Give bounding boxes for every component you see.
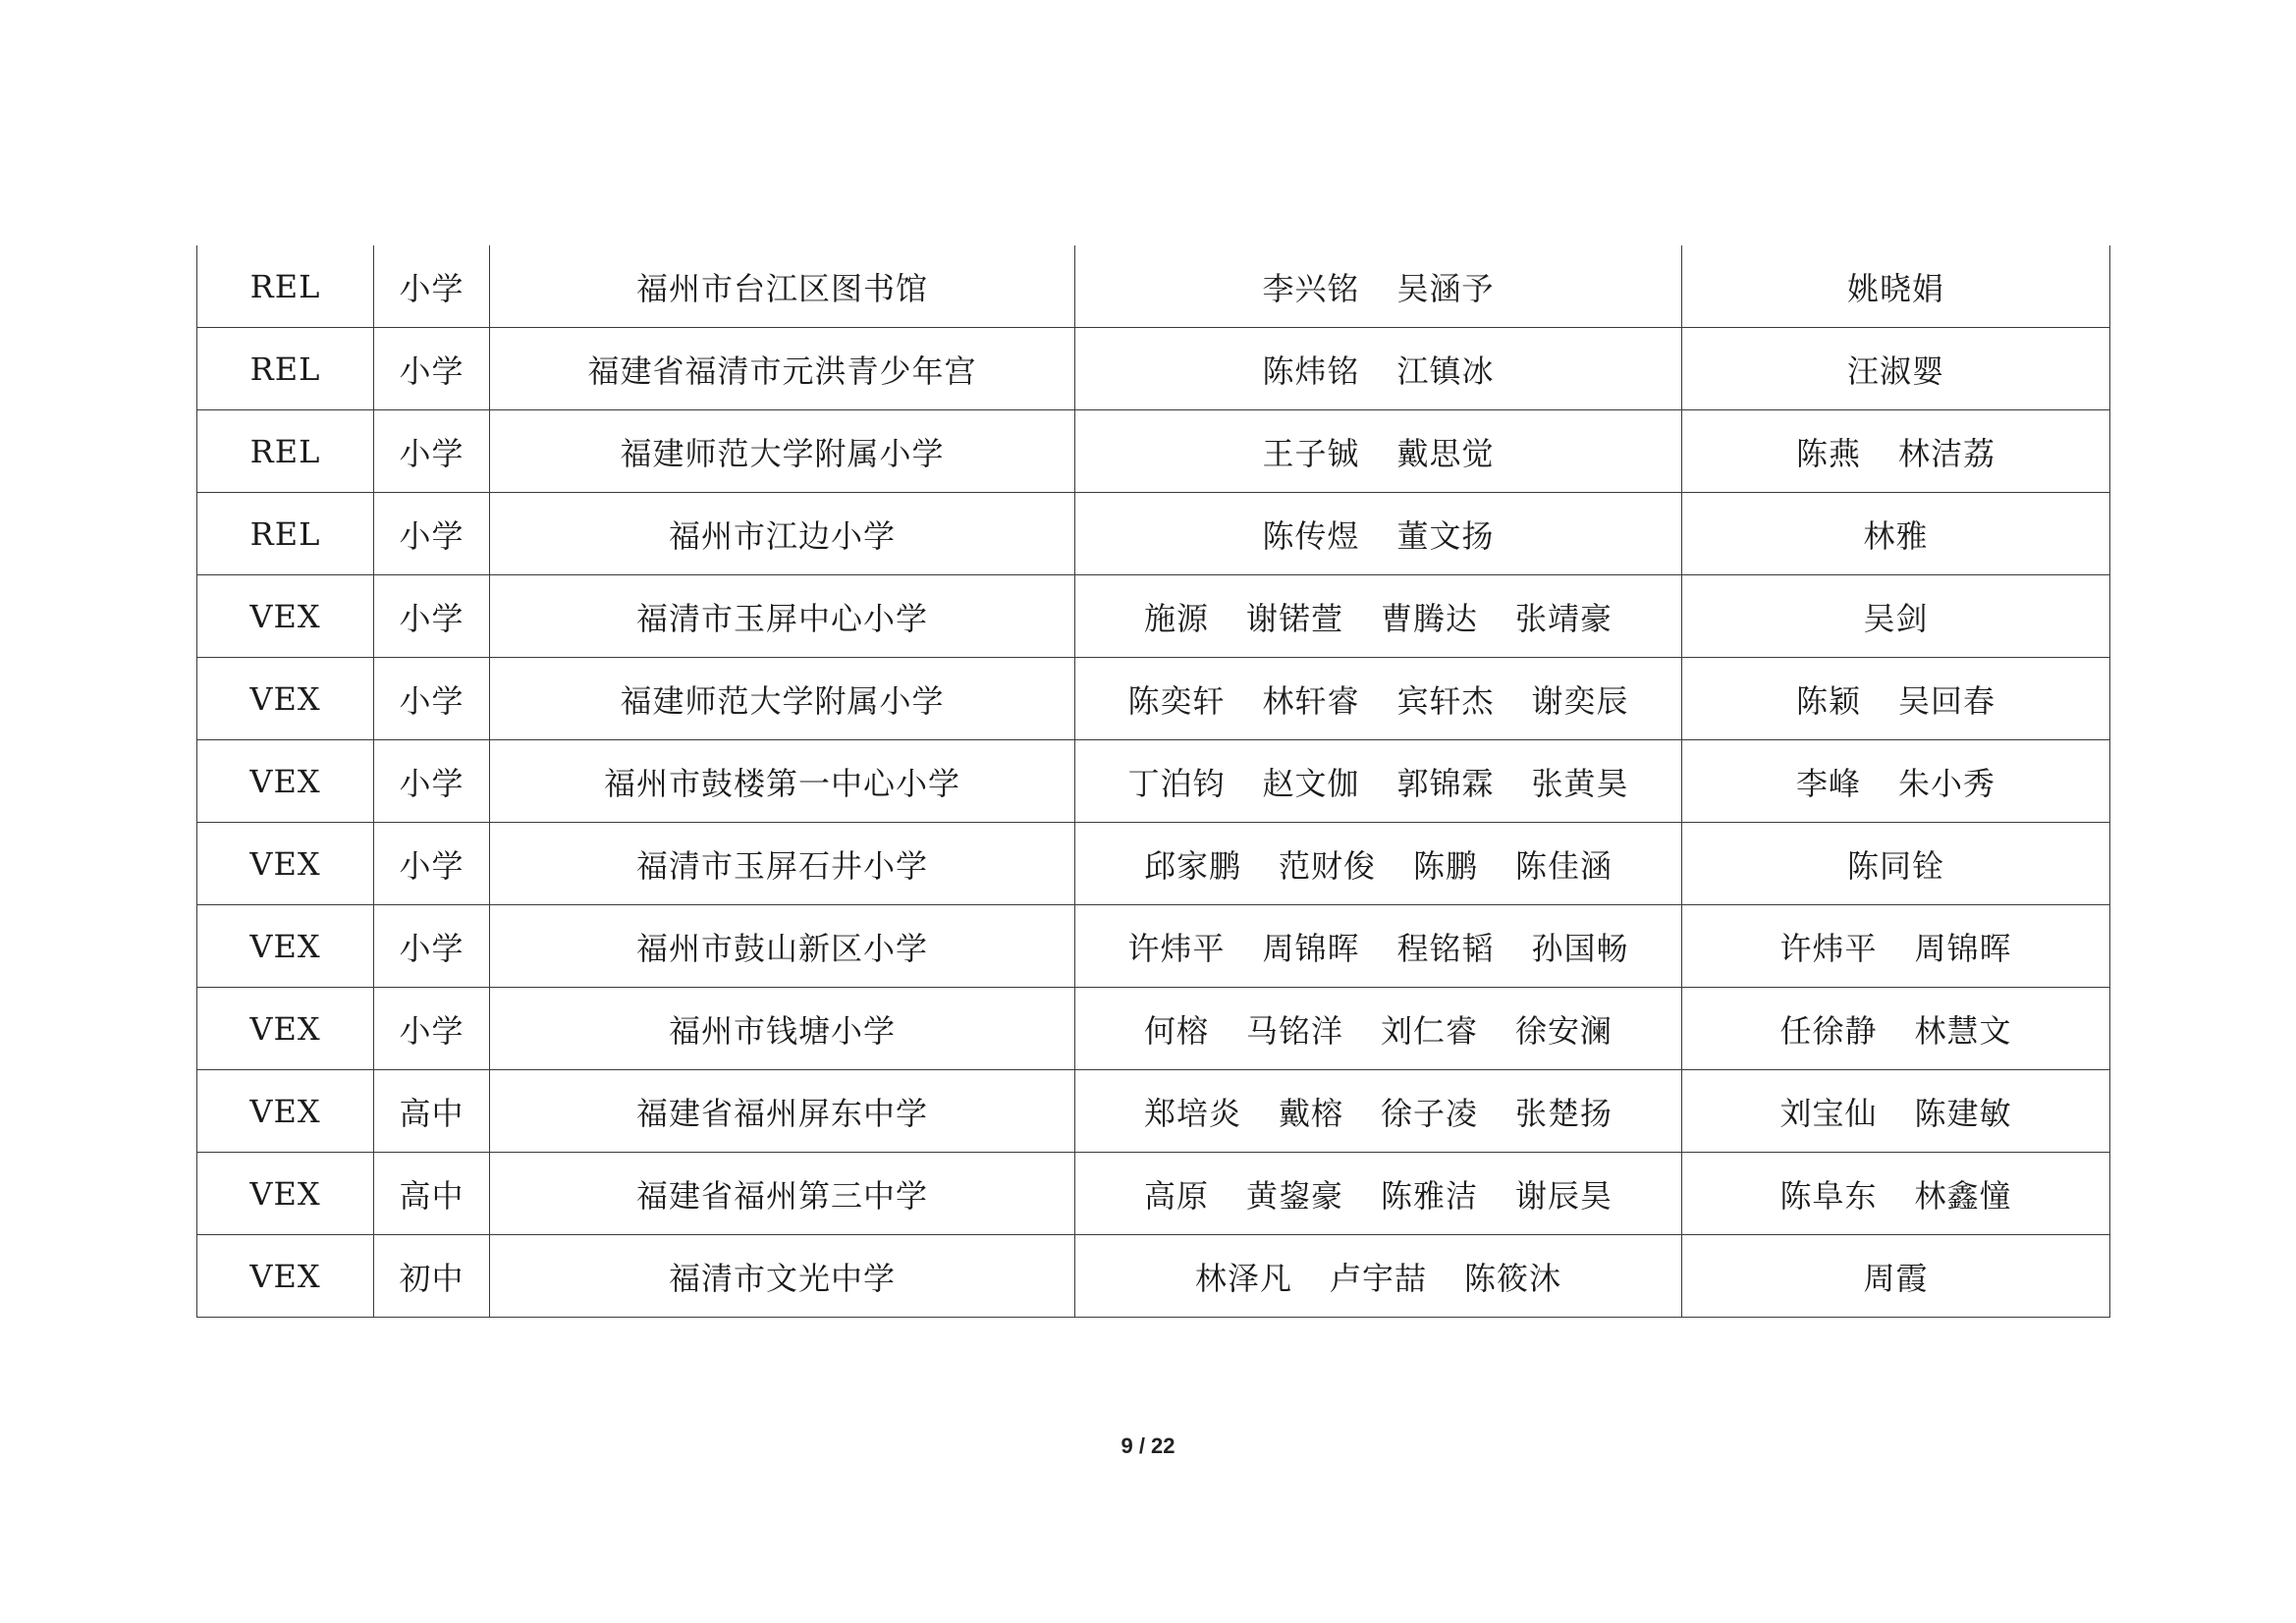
team-members-cell <box>1075 1153 1682 1235</box>
school-level-cell: 高中 <box>374 1153 490 1235</box>
school-level-cell: 小学 <box>374 740 490 823</box>
coach-name: 吴回春 <box>1898 681 1996 720</box>
page-number: 9 / 22 <box>1121 1434 1175 1458</box>
table-row <box>197 245 2110 328</box>
competition-type-cell: VEX <box>197 823 374 905</box>
coach-name: 陈建敏 <box>1914 1094 2012 1132</box>
unit-name-cell: 福州市江边小学 <box>490 493 1075 575</box>
member-name: 刘仁睿 <box>1381 1011 1479 1050</box>
school-level-cell: 小学 <box>374 245 490 328</box>
coach-name: 林慧文 <box>1914 1011 2012 1050</box>
award-table-body <box>197 245 2110 1318</box>
competition-type-cell: REL <box>197 410 374 493</box>
table-row <box>197 1235 2110 1318</box>
coach-name: 朱小秀 <box>1898 764 1996 802</box>
coach-cell <box>1682 493 2110 575</box>
unit-name-cell: 福建师范大学附属小学 <box>490 410 1075 493</box>
member-name: 陈传煜 <box>1262 516 1360 555</box>
coach-cell <box>1682 1235 2110 1318</box>
team-members-cell <box>1075 1070 1682 1153</box>
unit-name-cell: 福州市台江区图书馆 <box>490 245 1075 328</box>
team-members-cell <box>1075 823 1682 905</box>
member-name: 陈佳涵 <box>1515 846 1613 885</box>
coach-cell <box>1682 988 2110 1070</box>
coach-name: 李峰 <box>1795 764 1861 802</box>
member-name: 施源 <box>1143 599 1209 637</box>
school-level-cell: 小学 <box>374 905 490 988</box>
coach-cell <box>1682 410 2110 493</box>
team-members-cell <box>1075 1235 1682 1318</box>
member-name: 马铭洋 <box>1245 1011 1343 1050</box>
member-name: 谢奕辰 <box>1531 681 1629 720</box>
coach-cell <box>1682 740 2110 823</box>
member-name: 曹腾达 <box>1381 599 1479 637</box>
competition-type-cell: VEX <box>197 1153 374 1235</box>
member-name: 徐子凌 <box>1381 1094 1479 1132</box>
unit-name-cell: 福州市鼓楼第一中心小学 <box>490 740 1075 823</box>
member-name: 郭锦霖 <box>1396 764 1495 802</box>
member-name: 赵文伽 <box>1262 764 1360 802</box>
competition-type-cell: VEX <box>197 740 374 823</box>
member-name: 郑培炎 <box>1143 1094 1241 1132</box>
unit-name-cell: 福清市玉屏中心小学 <box>490 575 1075 658</box>
school-level-cell: 小学 <box>374 988 490 1070</box>
table-row <box>197 1070 2110 1153</box>
school-level-cell: 小学 <box>374 823 490 905</box>
team-members-cell <box>1075 493 1682 575</box>
member-name: 陈筱沐 <box>1464 1259 1562 1297</box>
member-name: 程铭韬 <box>1396 929 1495 967</box>
member-name: 吴涵予 <box>1396 269 1495 307</box>
unit-name-cell: 福建师范大学附属小学 <box>490 658 1075 740</box>
school-level-cell: 高中 <box>374 1070 490 1153</box>
table-row <box>197 1153 2110 1235</box>
coach-name: 周锦晖 <box>1914 929 2012 967</box>
member-name: 戴思觉 <box>1396 434 1495 472</box>
coach-name: 陈燕 <box>1795 434 1861 472</box>
unit-name-cell: 福州市钱塘小学 <box>490 988 1075 1070</box>
member-name: 高原 <box>1143 1176 1209 1215</box>
member-name: 张靖豪 <box>1515 599 1613 637</box>
coach-cell <box>1682 658 2110 740</box>
coach-name: 林鑫憧 <box>1914 1176 2012 1215</box>
unit-name-cell: 福建省福州第三中学 <box>490 1153 1075 1235</box>
coach-name: 刘宝仙 <box>1779 1094 1878 1132</box>
table-row <box>197 740 2110 823</box>
coach-cell <box>1682 1070 2110 1153</box>
competition-type-cell: VEX <box>197 658 374 740</box>
member-name: 林泽凡 <box>1194 1259 1292 1297</box>
unit-name-cell: 福建省福州屏东中学 <box>490 1070 1075 1153</box>
coach-cell <box>1682 575 2110 658</box>
table-row <box>197 988 2110 1070</box>
school-level-cell: 小学 <box>374 575 490 658</box>
team-members-cell <box>1075 740 1682 823</box>
member-name: 李兴铭 <box>1262 269 1360 307</box>
team-members-cell <box>1075 328 1682 410</box>
school-level-cell: 小学 <box>374 493 490 575</box>
unit-name-cell: 福清市玉屏石井小学 <box>490 823 1075 905</box>
coach-cell <box>1682 1153 2110 1235</box>
competition-type-cell: VEX <box>197 1070 374 1153</box>
table-row <box>197 575 2110 658</box>
member-name: 丁泊钧 <box>1127 764 1226 802</box>
member-name: 谢辰昊 <box>1515 1176 1613 1215</box>
member-name: 黄鋆豪 <box>1245 1176 1343 1215</box>
coach-name: 陈同铨 <box>1846 846 1944 885</box>
member-name: 卢宇喆 <box>1329 1259 1427 1297</box>
coach-name: 林雅 <box>1863 516 1929 555</box>
member-name: 陈雅洁 <box>1381 1176 1479 1215</box>
member-name: 江镇冰 <box>1396 352 1495 390</box>
team-members-cell <box>1075 575 1682 658</box>
coach-cell <box>1682 328 2110 410</box>
member-name: 王子铖 <box>1262 434 1360 472</box>
coach-name: 陈颖 <box>1795 681 1861 720</box>
table-row <box>197 493 2110 575</box>
member-name: 周锦晖 <box>1262 929 1360 967</box>
team-members-cell <box>1075 245 1682 328</box>
team-members-cell <box>1075 410 1682 493</box>
coach-name: 林洁荔 <box>1898 434 1996 472</box>
award-table <box>196 245 2110 1318</box>
member-name: 陈奕轩 <box>1127 681 1226 720</box>
member-name: 宾轩杰 <box>1396 681 1495 720</box>
coach-cell <box>1682 823 2110 905</box>
member-name: 张黄昊 <box>1531 764 1629 802</box>
member-name: 谢锘萱 <box>1245 599 1343 637</box>
school-level-cell: 小学 <box>374 658 490 740</box>
table-row <box>197 410 2110 493</box>
member-name: 陈鹏 <box>1413 846 1479 885</box>
member-name: 董文扬 <box>1396 516 1495 555</box>
competition-type-cell: VEX <box>197 905 374 988</box>
coach-name: 陈阜东 <box>1779 1176 1878 1215</box>
table-row <box>197 905 2110 988</box>
team-members-cell <box>1075 905 1682 988</box>
member-name: 戴榕 <box>1278 1094 1343 1132</box>
table-row <box>197 823 2110 905</box>
team-members-cell <box>1075 658 1682 740</box>
coach-cell <box>1682 245 2110 328</box>
member-name: 张楚扬 <box>1515 1094 1613 1132</box>
competition-type-cell: REL <box>197 493 374 575</box>
table-row <box>197 658 2110 740</box>
team-members-cell <box>1075 988 1682 1070</box>
member-name: 邱家鹏 <box>1143 846 1241 885</box>
member-name: 许炜平 <box>1127 929 1226 967</box>
coach-name: 汪淑婴 <box>1846 352 1944 390</box>
member-name: 范财俊 <box>1278 846 1376 885</box>
school-level-cell: 小学 <box>374 328 490 410</box>
coach-name: 吴剑 <box>1863 599 1929 637</box>
school-level-cell: 初中 <box>374 1235 490 1318</box>
member-name: 孙国畅 <box>1531 929 1629 967</box>
coach-cell <box>1682 905 2110 988</box>
coach-name: 周霞 <box>1863 1259 1929 1297</box>
competition-type-cell: VEX <box>197 1235 374 1318</box>
competition-type-cell: REL <box>197 245 374 328</box>
unit-name-cell: 福州市鼓山新区小学 <box>490 905 1075 988</box>
unit-name-cell: 福清市文光中学 <box>490 1235 1075 1318</box>
coach-name: 许炜平 <box>1779 929 1878 967</box>
competition-type-cell: VEX <box>197 575 374 658</box>
unit-name-cell: 福建省福清市元洪青少年宫 <box>490 328 1075 410</box>
competition-type-cell: REL <box>197 328 374 410</box>
member-name: 何榕 <box>1143 1011 1209 1050</box>
member-name: 林轩睿 <box>1262 681 1360 720</box>
school-level-cell: 小学 <box>374 410 490 493</box>
member-name: 徐安澜 <box>1515 1011 1613 1050</box>
competition-type-cell: VEX <box>197 988 374 1070</box>
coach-name: 姚晓娟 <box>1846 269 1944 307</box>
table-row <box>197 328 2110 410</box>
coach-name: 任徐静 <box>1779 1011 1878 1050</box>
member-name: 陈炜铭 <box>1262 352 1360 390</box>
